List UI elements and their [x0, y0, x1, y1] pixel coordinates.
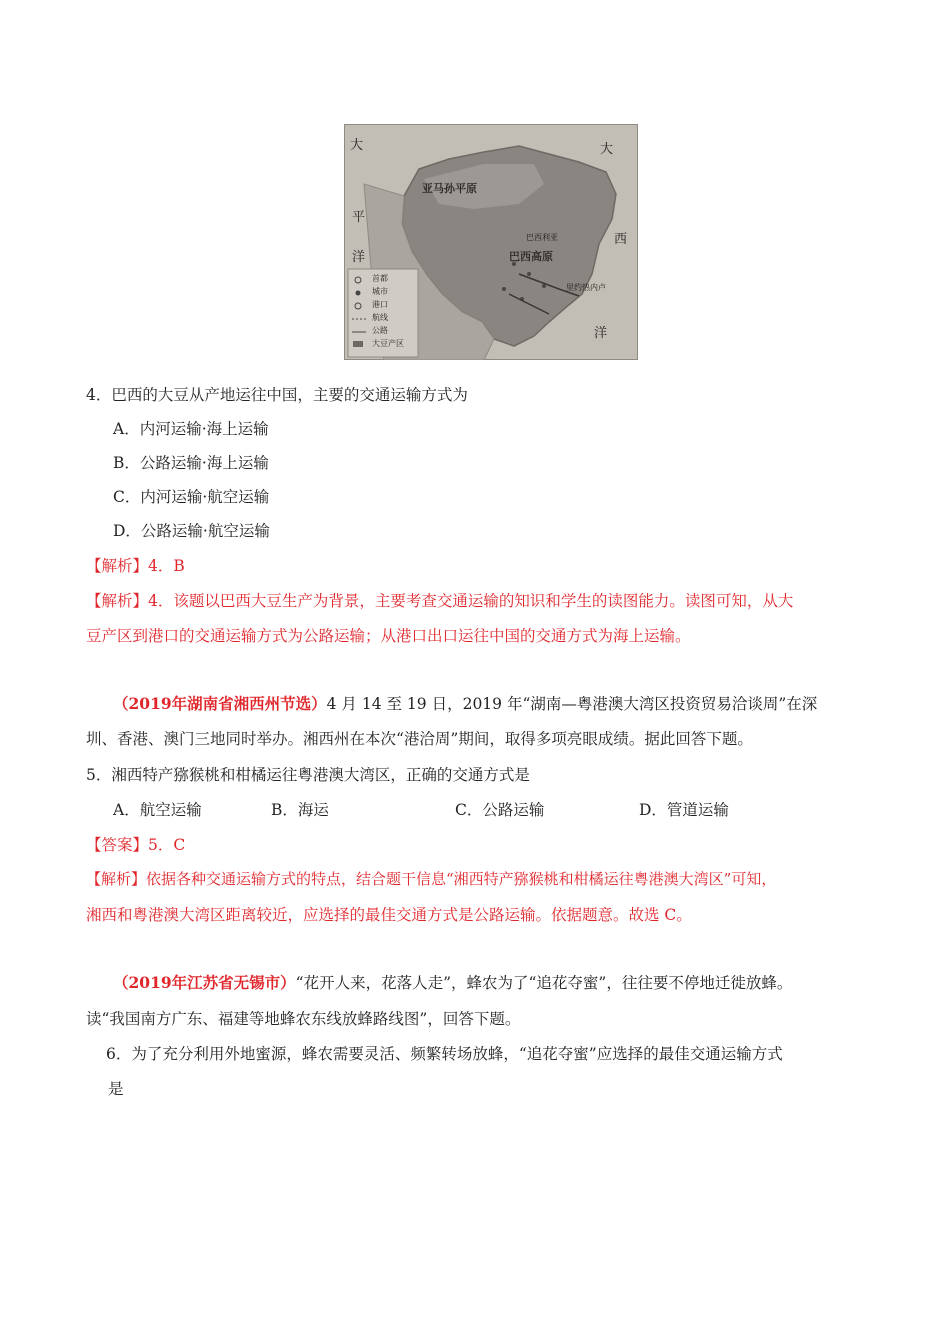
option-c: C．内河运输·航空运输: [113, 488, 270, 506]
legend-label: 城市: [372, 287, 388, 296]
brazil-map-figure: [344, 124, 638, 360]
question-6-line2: 是: [108, 1080, 124, 1098]
question-6: 6．为了充分利用外地蜜源，蜂农需要灵活、频繁转场放蜂，“追花夺蜜”应选择的最佳交通运输方式: [106, 1045, 783, 1063]
intro-text: 4 月 14 至 19 日，2019 年“湖南—粤港澳大湾区投资贸易洽谈周”在深: [326, 695, 818, 713]
option-b: B．公路运输·海上运输: [113, 454, 269, 472]
answer-4: 【解析】4．B: [86, 557, 185, 575]
option-b: B．海运: [271, 801, 329, 819]
legend-label: 航线: [372, 313, 388, 322]
ocean-label: 洋: [594, 326, 608, 341]
option-c: C．公路运输: [455, 801, 545, 819]
place-label: 里约热内卢: [566, 283, 606, 292]
answer-5: 【答案】5．C: [86, 836, 186, 854]
question-5-intro-line2: 圳、香港、澳门三地同时举办。湘西州在本次“港洽周”期间，取得多项亮眼成绩。据此回答下题。: [86, 730, 753, 748]
ocean-label: 大: [600, 142, 614, 157]
legend-label: 港口: [372, 300, 388, 309]
question-4: 4．巴西的大豆从产地运往中国，主要的交通运输方式为: [86, 386, 468, 404]
analysis-5-line1: 【解析】依据各种交通运输方式的特点，结合题干信息“湘西特产猕猴桃和柑橘运往粤港澳大湾区”可知，: [86, 870, 777, 888]
place-label: 巴西利亚: [526, 233, 558, 242]
legend-label: 大豆产区: [372, 339, 404, 348]
legend-label: 首都: [372, 274, 388, 283]
analysis-5-line2: 湘西和粤港澳大湾区距离较近，应选择的最佳交通方式是公路运输。依据题意。故选 C。: [86, 906, 692, 924]
legend-label: 公路: [372, 326, 388, 335]
source-label: （2019年江苏省无锡市）: [113, 973, 296, 992]
option-d: D．管道运输: [639, 801, 729, 819]
question-5-intro: [113, 693, 817, 715]
option-a: A．航空运输: [113, 801, 202, 819]
question-6-intro-line2: 读“我国南方广东、福建等地蜂农东线放蜂路线图”，回答下题。: [86, 1010, 521, 1028]
ocean-label: 大: [350, 138, 364, 153]
ocean-label: 洋: [352, 250, 366, 265]
option-a: A．内河运输·海上运输: [113, 420, 269, 438]
option-d: D．公路运输·航空运输: [113, 522, 270, 540]
question-6-intro: [113, 972, 792, 994]
ocean-label: 平: [352, 210, 366, 225]
source-label: （2019年湖南省湘西州节选）: [113, 694, 327, 713]
analysis-4-line2: 豆产区到港口的交通运输方式为公路运输；从港口出口运往中国的交通方式为海上运输。: [86, 627, 691, 645]
question-5: 5．湘西特产猕猴桃和柑橘运往粤港澳大湾区，正确的交通方式是: [86, 766, 530, 784]
intro-text: “花开人来，花落人走”，蜂农为了“追花夺蜜”，往往要不停地迁徙放蜂。: [295, 974, 793, 992]
analysis-4-line1: 【解析】4．该题以巴西大豆生产为背景，主要考查交通运输的知识和学生的读图能力。读图可知，从大: [86, 592, 794, 610]
ocean-label: 西: [614, 232, 628, 247]
region-label: 巴西高原: [509, 250, 553, 263]
region-label: 亚马孙平原: [422, 182, 477, 195]
